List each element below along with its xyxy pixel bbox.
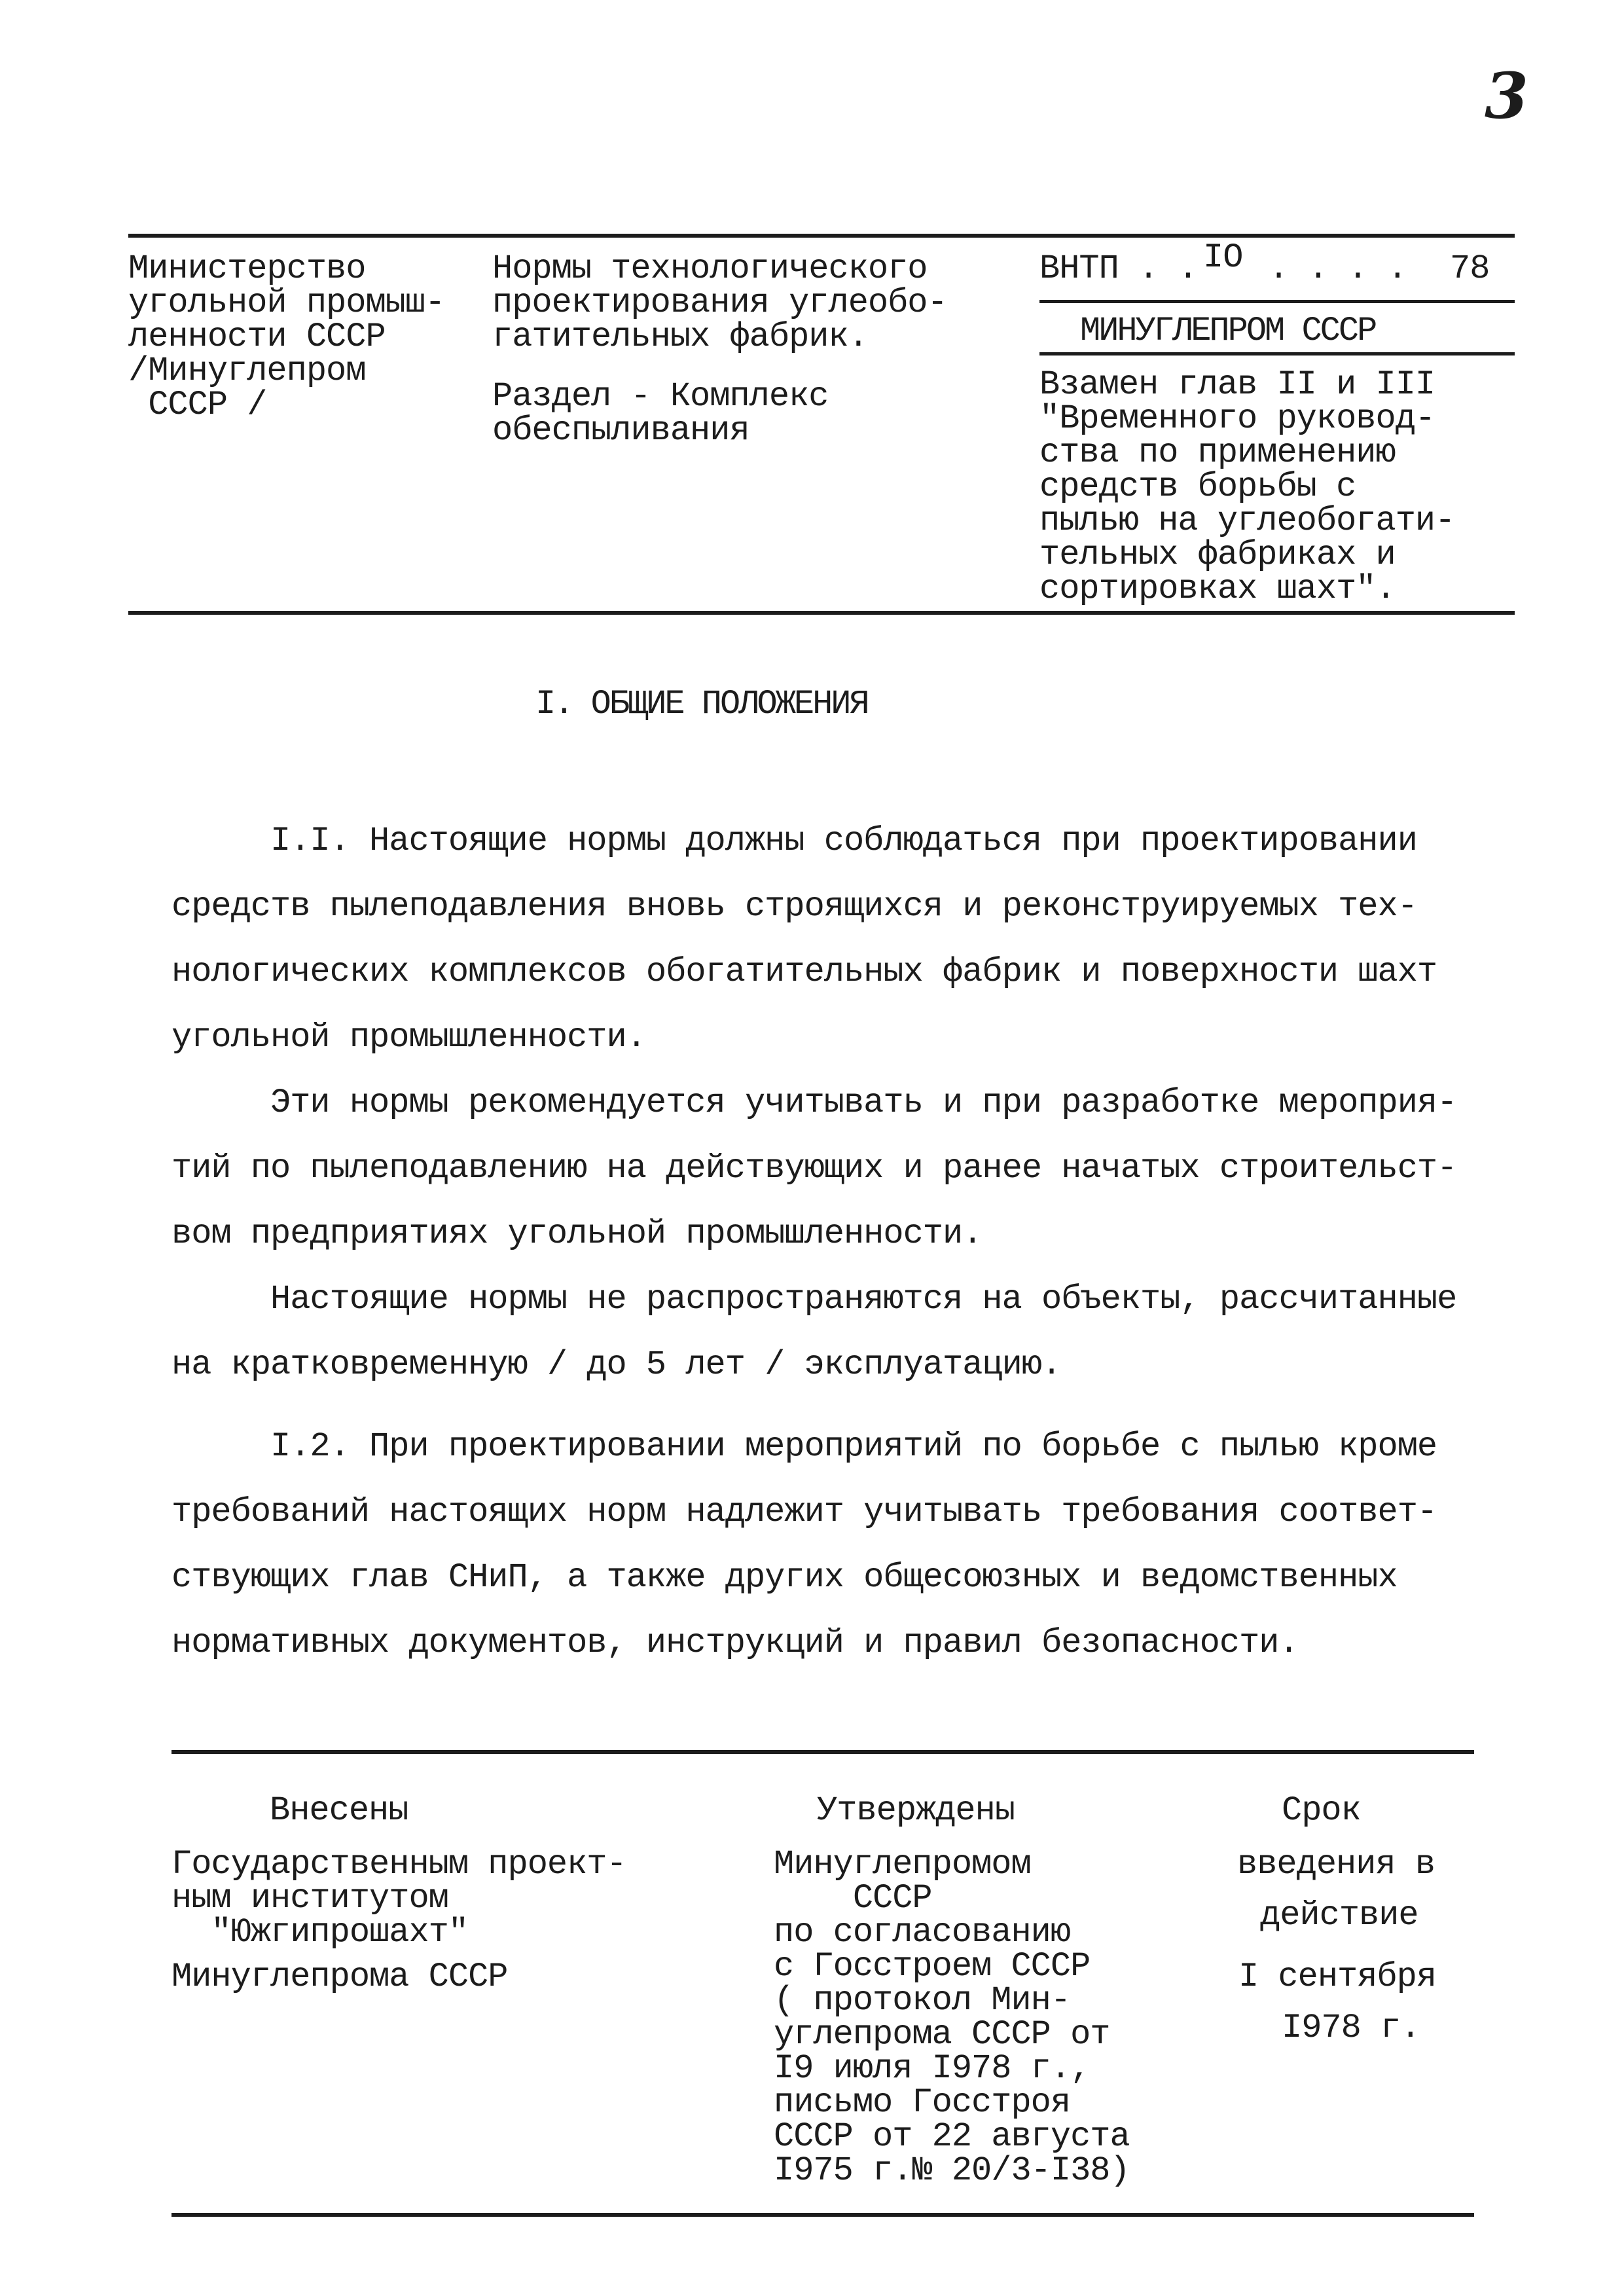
body-line: I.I. Настоящие нормы должны соблюдаться при проектировании bbox=[171, 822, 1417, 860]
approved-line: СССР bbox=[774, 1879, 932, 1918]
document-code-year: 78 bbox=[1450, 249, 1490, 288]
approved-line: I9 июля I978 г., bbox=[774, 2049, 1091, 2088]
org-line: СССР / bbox=[128, 386, 267, 424]
submitted-line: "Южгипрошахт" bbox=[171, 1913, 469, 1952]
body-line: Настоящие нормы не распространяются на объекты, рассчитанные bbox=[171, 1280, 1457, 1319]
replaces-line: пылью на углеобогати- bbox=[1039, 501, 1455, 540]
section-line: обеспыливания bbox=[492, 411, 749, 450]
approved-line: СССР от 22 августа bbox=[774, 2117, 1130, 2156]
body-line: нологических комплексов обогатительных фабрик и поверхности шахт bbox=[171, 953, 1437, 991]
term-line: введения в bbox=[1237, 1845, 1435, 1884]
ministry-label: МИНУГЛЕПРОМ СССР bbox=[1080, 312, 1376, 350]
ministry-underline bbox=[1039, 352, 1515, 355]
footer-bottom-rule bbox=[171, 2213, 1474, 2217]
approved-line: ( протокол Мин- bbox=[774, 1981, 1071, 2020]
header-title bbox=[492, 249, 947, 356]
term-date-line: I978 г. bbox=[1282, 2009, 1420, 2047]
approved-label: Утверждены bbox=[817, 1791, 1015, 1830]
document-code-dots: . . . . bbox=[1269, 249, 1407, 288]
submitted-ministry: Минуглепрома СССР bbox=[171, 1958, 508, 1996]
title-line: проектирования углеобо- bbox=[492, 283, 947, 322]
section-heading: I. ОБЩИЕ ПОЛОЖЕНИЯ bbox=[535, 685, 868, 723]
org-line: Министерство bbox=[128, 249, 366, 288]
footer-top-rule bbox=[171, 1750, 1474, 1754]
approved-line: письмо Госстроя bbox=[774, 2083, 1071, 2122]
body-line: нормативных документов, инструкций и правил безопасности. bbox=[171, 1624, 1299, 1662]
body-line: угольной промышленности. bbox=[171, 1018, 646, 1057]
replaces-line: Взамен глав II и III bbox=[1039, 365, 1435, 404]
approved-line: углепрома СССР от bbox=[774, 2015, 1110, 2054]
body-line: требований настоящих норм надлежит учитывать требования соответ- bbox=[171, 1493, 1437, 1531]
replaces-line: тельных фабриках и bbox=[1039, 536, 1396, 574]
replaces-line: сортировках шахт". bbox=[1039, 570, 1396, 608]
replaces-line: средств борьбы с bbox=[1039, 467, 1356, 506]
header-replaces bbox=[1039, 365, 1455, 608]
approved-line: Минуглепромом bbox=[774, 1845, 1031, 1884]
header-organization bbox=[128, 249, 445, 424]
title-line: Нормы технологического bbox=[492, 249, 928, 288]
approved-line: по согласованию bbox=[774, 1913, 1071, 1952]
approved-by bbox=[774, 1845, 1130, 2190]
document-code-prefix: ВНТП . . bbox=[1039, 249, 1198, 288]
header-top-rule bbox=[128, 234, 1515, 238]
org-line: /Минуглепром bbox=[128, 352, 366, 390]
body-line: Эти нормы рекомендуется учитывать и при разработке мероприя- bbox=[171, 1084, 1457, 1122]
approved-line: с Госстроем СССР bbox=[774, 1947, 1091, 1986]
org-line: угольной промыш- bbox=[128, 283, 445, 322]
body-line: ствующих глав СНиП, а также других общесоюзных и ведомственных bbox=[171, 1558, 1398, 1597]
body-line: средств пылеподавления вновь строящихся и реконструируемых тех- bbox=[171, 887, 1417, 926]
title-line: гатительных фабрик. bbox=[492, 318, 868, 356]
code-underline bbox=[1039, 300, 1515, 303]
submitted-label: Внесены bbox=[270, 1791, 408, 1830]
org-line: ленности СССР bbox=[128, 318, 386, 356]
submitted-by bbox=[171, 1845, 626, 1952]
body-line: тий по пылеподавлению на действующих и ранее начатых строительст- bbox=[171, 1149, 1457, 1188]
header-section bbox=[492, 377, 829, 450]
term-date-line: I сентября bbox=[1238, 1958, 1437, 1996]
submitted-line: ным институтом bbox=[171, 1879, 448, 1918]
body-line: вом предприятиях угольной промышленности. bbox=[171, 1214, 983, 1253]
replaces-line: ства по применению bbox=[1039, 433, 1396, 472]
section-line: Раздел - Комплекс bbox=[492, 377, 829, 416]
term-line: действие bbox=[1260, 1896, 1418, 1935]
page-number: 3 bbox=[1485, 59, 1528, 133]
approved-line: I975 г.№ 20/3-I38) bbox=[774, 2151, 1130, 2190]
header-bottom-rule bbox=[128, 611, 1515, 615]
body-line: I.2. При проектировании мероприятий по борьбе с пылью кроме bbox=[171, 1427, 1437, 1466]
term-label: Срок bbox=[1282, 1791, 1361, 1830]
document-code-number: IO bbox=[1203, 238, 1243, 277]
body-line: на кратковременную / до 5 лет / эксплуатацию. bbox=[171, 1345, 1062, 1384]
submitted-line: Государственным проект- bbox=[171, 1845, 626, 1884]
replaces-line: "Временного руковод- bbox=[1039, 399, 1435, 438]
